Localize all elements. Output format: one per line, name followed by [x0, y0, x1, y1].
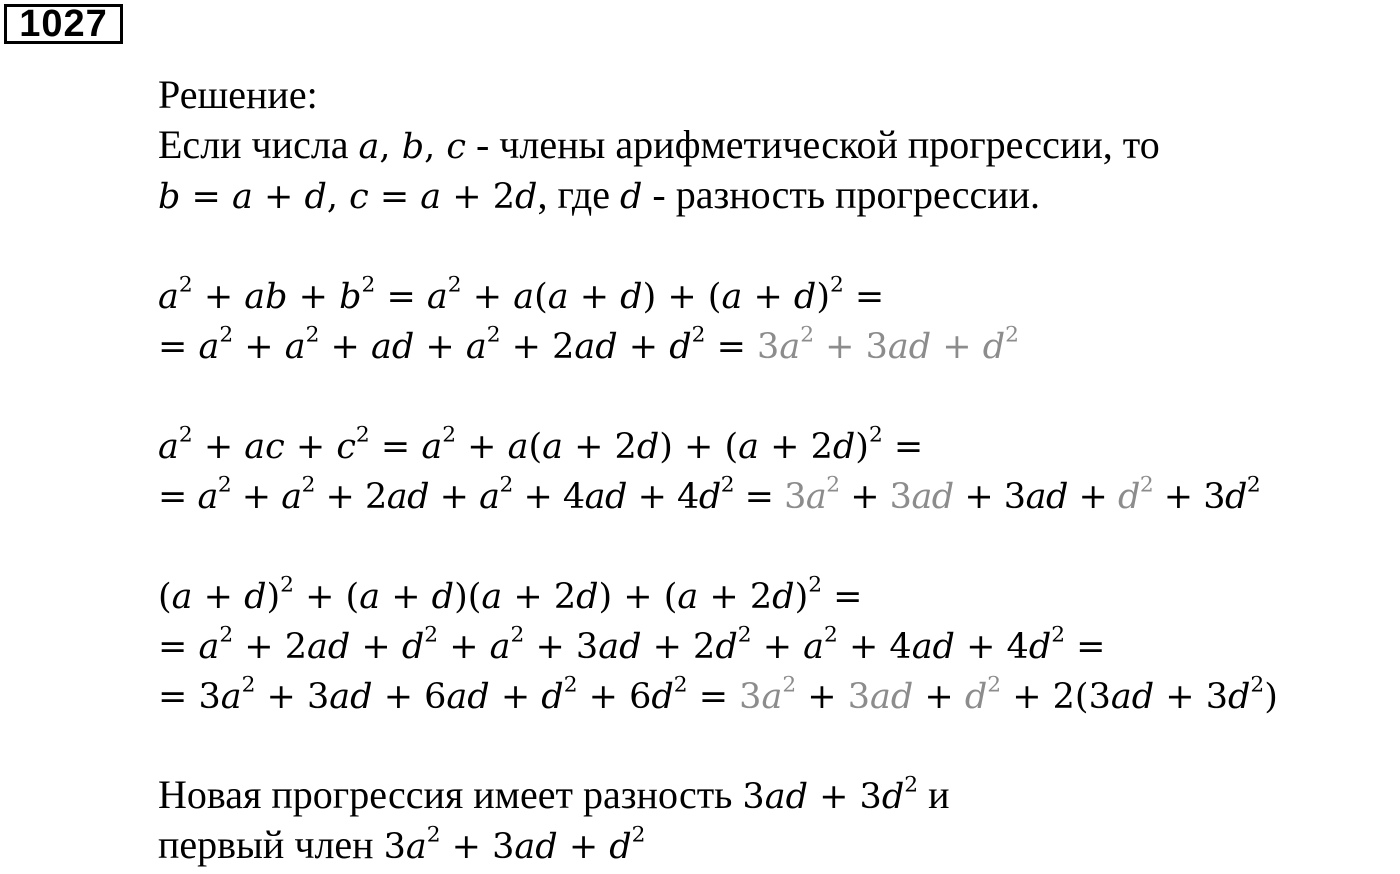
equation-2-line-1: $a^2$ + ac + $c^2 = a^2 + a(a + 2d) + (a + 2d)^2$ =	[158, 422, 924, 467]
conclusion-line-2	[158, 820, 1398, 870]
solution-body	[158, 70, 1398, 870]
conclusion-text-3: первый член	[158, 822, 374, 867]
intro-line-1	[158, 120, 1398, 170]
equation-3-line-3: = $3a^2 + 3ad + 6ad + d^2 + 6d^2 = 3a^2 + 3ad + d^2 + 2(3ad + 3d^2)$	[158, 672, 1278, 717]
new-first-term: $3a^2 + 3ad + d^2$	[383, 822, 646, 867]
equation-1-line-2: = $a^2 + a^2$ + ad + $a^2 + 2ad + d^2 = 3a^2 + 3ad + d^2$	[158, 322, 1019, 367]
intro-text-3: , где	[537, 172, 610, 217]
intro-text-4: - разность прогрессии.	[652, 172, 1041, 217]
intro-line-2	[158, 170, 1398, 220]
intro-text-1: Если числа	[158, 122, 349, 167]
conclusion-line-1	[158, 770, 1398, 820]
problem-number: 1027	[4, 4, 123, 44]
progression-definition: b = a + d, c = a + 2d	[158, 177, 538, 217]
intro-text-2: - члены арифметической прогрессии, то	[475, 122, 1160, 167]
conclusion-text-2: и	[928, 772, 950, 817]
equation-3-line-2: = $a^2 + 2ad + d^2 + a^2 + 3ad + 2d^2 + a^2 + 4ad + 4d^2$ =	[158, 622, 1106, 667]
solution-heading: Решение:	[158, 72, 318, 117]
first-term-highlight: $3a^2 + 3ad + d^2$	[757, 322, 1019, 367]
equation-2-line-2: = $a^2 + a^2 + 2ad + a^2 + 4ad + 4d^2 = 3a^2 + 3ad + 3ad + d^2 + 3d^2$	[158, 472, 1261, 517]
equation-1-line-1: $a^2$ + ab + $b^2 = a^2 + a(a + d) + (a + d)^2$ =	[158, 272, 885, 317]
conclusion-text-1: Новая прогрессия имеет разность	[158, 772, 733, 817]
intro-variables: a, b, c	[358, 127, 466, 167]
equation-3-line-1: $(a + d)^2 + (a + d)(a + 2d) + (a + 2d)^2$ =	[158, 572, 863, 617]
difference-variable: d	[619, 177, 643, 217]
new-difference: $3ad + 3d^2$	[742, 772, 919, 817]
